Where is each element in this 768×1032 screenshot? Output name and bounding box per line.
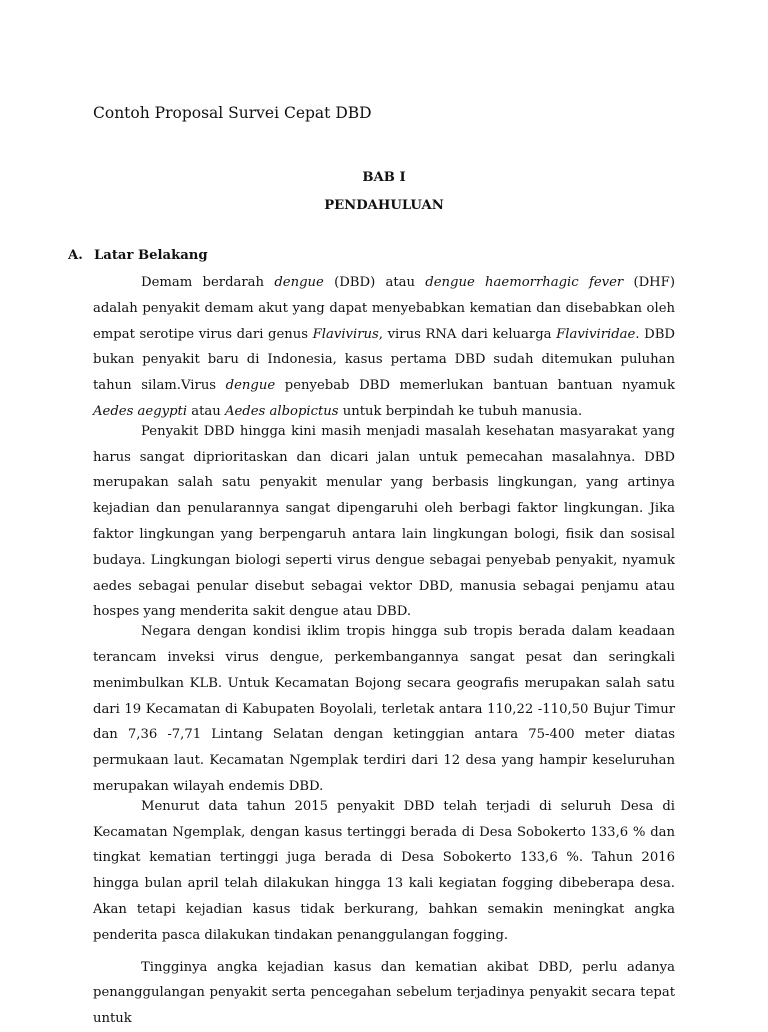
paragraph-1-text: untuk berpindah ke tubuh manusia. (338, 403, 583, 419)
italic-term: dengue haemorrhagic fever (425, 275, 624, 290)
paragraph-1-text: , virus RNA dari keluarga (378, 326, 557, 342)
paragraph-1-text: Demam berdarah (141, 275, 275, 290)
section-letter: A. (68, 248, 83, 263)
paragraph-5: Tingginya angka kejadian kasus dan kematian akibat DBD, perlu adanya penanggulangan penyakit serta pencegahan sebelum terjadinya penyakit secara tepat untuk (93, 959, 675, 1027)
paragraph-1-text: penyebab DBD memerlukan bantuan bantuan nyamuk (275, 378, 675, 394)
paragraph-1-text: . DBD bukan penyakit baru di Indonesia, kasus pertama DBD sudah ditemukan puluhan tahun silam.Virus (93, 326, 675, 394)
italic-term: Flavivirus (312, 326, 379, 342)
paragraph-4: Menurut data tahun 2015 penyakit DBD telah terjadi di seluruh Desa di Kecamatan Ngemplak, dengan kasus tertinggi berada di Desa Sobokerto 133,6 % dan tingkat kematian tertinggi juga berada di Desa Sobokerto 133,6 %. Tahun 2016 hingga bulan april telah dilakukan hingga 13 kali kegiatan fogging dibeberapa desa. Akan tetapi kejadian kasus tidak berkurang, bahkan semakin meningkat angka penderita pasca dilakukan tindakan penanggulangan fogging. (93, 798, 675, 943)
italic-term: dengue (225, 378, 276, 394)
italic-term: Flaviviridae (556, 326, 636, 342)
italic-term: Aedes albopictus (224, 403, 339, 419)
paragraph-1-text: atau (187, 403, 225, 419)
section-title: Latar Belakang (94, 248, 208, 263)
document-body (93, 270, 675, 1032)
chapter-title: PENDAHULUAN (324, 198, 444, 213)
chapter-number: BAB I (362, 170, 406, 185)
paragraph-2: Penyakit DBD hingga kini masih menjadi masalah kesehatan masyarakat yang harus sangat diprioritaskan dan dicari jalan untuk pemecahan masalahnya. DBD merupakan salah satu penyakit menular yang berbasis lingkungan, yang artinya kejadian dan penularannya sangat dipengaruhi oleh berbagi faktor lingkungan. Jika faktor lingkungan yang berpengaruh antara lain lingkungan bologi, fisik dan sosisal budaya. Lingkungan biologi seperti virus dengue sebagai penyebab penyakit, nyamuk aedes sebagai penular disebut sebagai vektor DBD, manusia sebagai penjamu atau hospes yang menderita sakit dengue atau DBD. (93, 423, 675, 620)
section-heading (68, 248, 208, 263)
paragraph-1-text: (DBD) atau (323, 275, 426, 290)
italic-term: Aedes aegypti (93, 403, 188, 419)
paragraph-1-text: (DHF) adalah penyakit demam akut yang dapat menyebabkan kematian dan disebabkan oleh empat serotipe virus dari genus (93, 275, 675, 342)
document-title: Contoh Proposal Survei Cepat DBD (93, 104, 372, 122)
paragraph-1 (93, 270, 675, 425)
italic-term: dengue (274, 275, 324, 290)
paragraph-3: Negara dengan kondisi iklim tropis hingga sub tropis berada dalam keadaan terancam inveksi virus dengue, perkembangannya sangat pesat dan seringkali menimbulkan KLB. Untuk Kecamatan Bojong secara geografis merupakan salah satu dari 19 Kecamatan di Kabupaten Boyolali, terletak antara 110,22 -110,50 Bujur Timur dan 7,36 -7,71 Lintang Selatan dengan ketinggian antara 75-400 meter diatas permukaan laut. Kecamatan Ngemplak terdiri dari 12 desa yang hampir keseluruhan merupakan wilayah endemis DBD. (93, 624, 675, 794)
